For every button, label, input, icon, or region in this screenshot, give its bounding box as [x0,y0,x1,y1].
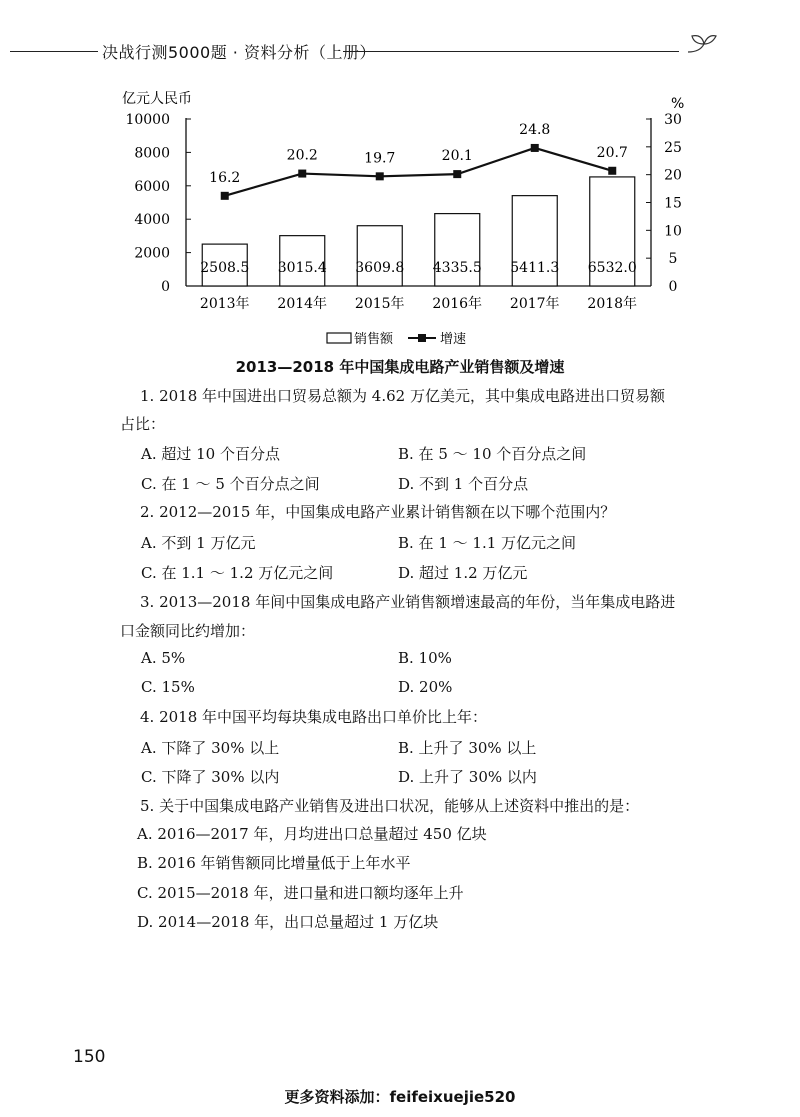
x-tick-label: 2018年 [587,296,638,312]
question-stem-cont: 占比： [120,415,166,433]
x-tick-label: 2014年 [277,296,328,312]
sales-growth-chart [0,0,800,350]
left-tick-label: 10000 [125,112,170,128]
option-b[interactable]: B. 上升了 30% 以上 [398,739,537,757]
growth-point [298,170,306,178]
option-a[interactable]: A. 5% [141,649,186,667]
bar-value-label: 3015.4 [277,260,327,276]
option-a[interactable]: A. 不到 1 万亿元 [141,534,256,552]
question-stem: 1. 2018 年中国进出口贸易总额为 4.62 万亿美元，其中集成电路进出口贸易额 [140,387,665,405]
bar-sales [355,226,405,286]
left-tick-label: 4000 [134,212,170,229]
left-tick-label: 6000 [134,178,170,195]
growth-point [376,172,384,180]
left-tick-label: 8000 [134,145,170,162]
option-c[interactable]: C. 15% [141,678,195,696]
option-a[interactable]: A. 2016—2017 年，月均进出口总量超过 450 亿块 [137,825,487,843]
footer-note: 更多资料添加：feifeixuejie520 [284,1088,516,1106]
growth-value-label: 20.2 [286,147,318,164]
left-axis-unit: 亿元人民币 [122,91,192,107]
right-axis-unit: % [671,96,685,112]
option-d[interactable]: D. 超过 1.2 万亿元 [398,564,528,582]
left-tick-label: 0 [161,279,170,295]
option-a[interactable]: A. 下降了 30% 以上 [141,739,280,757]
growth-value-label: 20.7 [596,144,628,161]
option-b[interactable]: B. 在 5 ～ 10 个百分点之间 [398,445,587,463]
x-tick-label: 2017年 [509,296,560,312]
right-tick-label: 5 [668,251,678,268]
bar-value-label: 6532.0 [587,260,637,276]
question-stem-cont: 口金额同比约增加： [120,622,256,640]
legend-label-growth: 增速 [440,332,467,347]
option-c[interactable]: C. 在 1.1 ～ 1.2 万亿元之间 [141,564,334,582]
option-a[interactable]: A. 超过 10 个百分点 [141,445,280,463]
left-tick-label: 2000 [134,245,170,262]
growth-value-label: 20.1 [441,148,473,165]
option-d[interactable]: D. 上升了 30% 以内 [398,768,537,786]
right-tick-label: 0 [668,279,678,295]
option-d[interactable]: D. 不到 1 个百分点 [398,475,529,493]
bar-value-label: 3609.8 [355,260,405,276]
page-number: 150 [73,1047,106,1067]
right-tick-label: 10 [664,223,682,240]
option-c[interactable]: C. 在 1 ～ 5 个百分点之间 [141,475,320,493]
growth-value-label: 24.8 [519,121,551,138]
legend-line-marker [418,334,426,342]
right-tick-label: 30 [664,112,682,128]
x-tick-label: 2015年 [354,296,405,312]
bar-value-label: 5411.3 [510,260,560,276]
question-stem: 2. 2012—2015 年，中国集成电路产业累计销售额在以下哪个范围内？ [140,503,616,521]
chart-caption: 2013—2018 年中国集成电路产业销售额及增速 [235,358,565,376]
growth-value-label: 16.2 [209,169,241,186]
bar-value-label: 4335.5 [432,260,482,276]
option-c[interactable]: C. 下降了 30% 以内 [141,768,280,786]
question-stem: 5. 关于中国集成电路产业销售及进出口状况，能够从上述资料中推出的是： [140,797,640,815]
option-c[interactable]: C. 2015—2018 年，进口量和进口额均逐年上升 [137,884,464,902]
right-tick-label: 15 [664,195,682,212]
question-stem: 4. 2018 年中国平均每块集成电路出口单价比上年： [140,708,488,726]
legend [327,331,466,347]
option-d[interactable]: D. 20% [398,678,453,696]
growth-value-label: 19.7 [364,150,396,167]
option-b[interactable]: B. 2016 年销售额同比增量低于上年水平 [137,854,411,872]
x-tick-label: 2013年 [199,296,250,312]
growth-point [608,167,616,175]
option-b[interactable]: B. 在 1 ～ 1.1 万亿元之间 [398,534,577,552]
growth-line [225,148,613,196]
growth-point [453,170,461,178]
legend-bar-swatch [327,333,351,343]
growth-point [221,192,229,200]
right-tick-label: 25 [664,139,682,156]
x-tick-label: 2016年 [432,296,483,312]
right-tick-label: 20 [664,167,682,184]
header-title: 决战行测5000题 · 资料分析（上册） [102,43,376,62]
bar-value-label: 2508.5 [200,260,250,276]
growth-point [531,144,539,152]
legend-label-sales: 销售额 [354,332,394,347]
option-d[interactable]: D. 2014—2018 年，出口总量超过 1 万亿块 [137,913,439,931]
question-stem: 3. 2013—2018 年间中国集成电路产业销售额增速最高的年份，当年集成电路进 [140,593,676,611]
option-b[interactable]: B. 10% [398,649,452,667]
